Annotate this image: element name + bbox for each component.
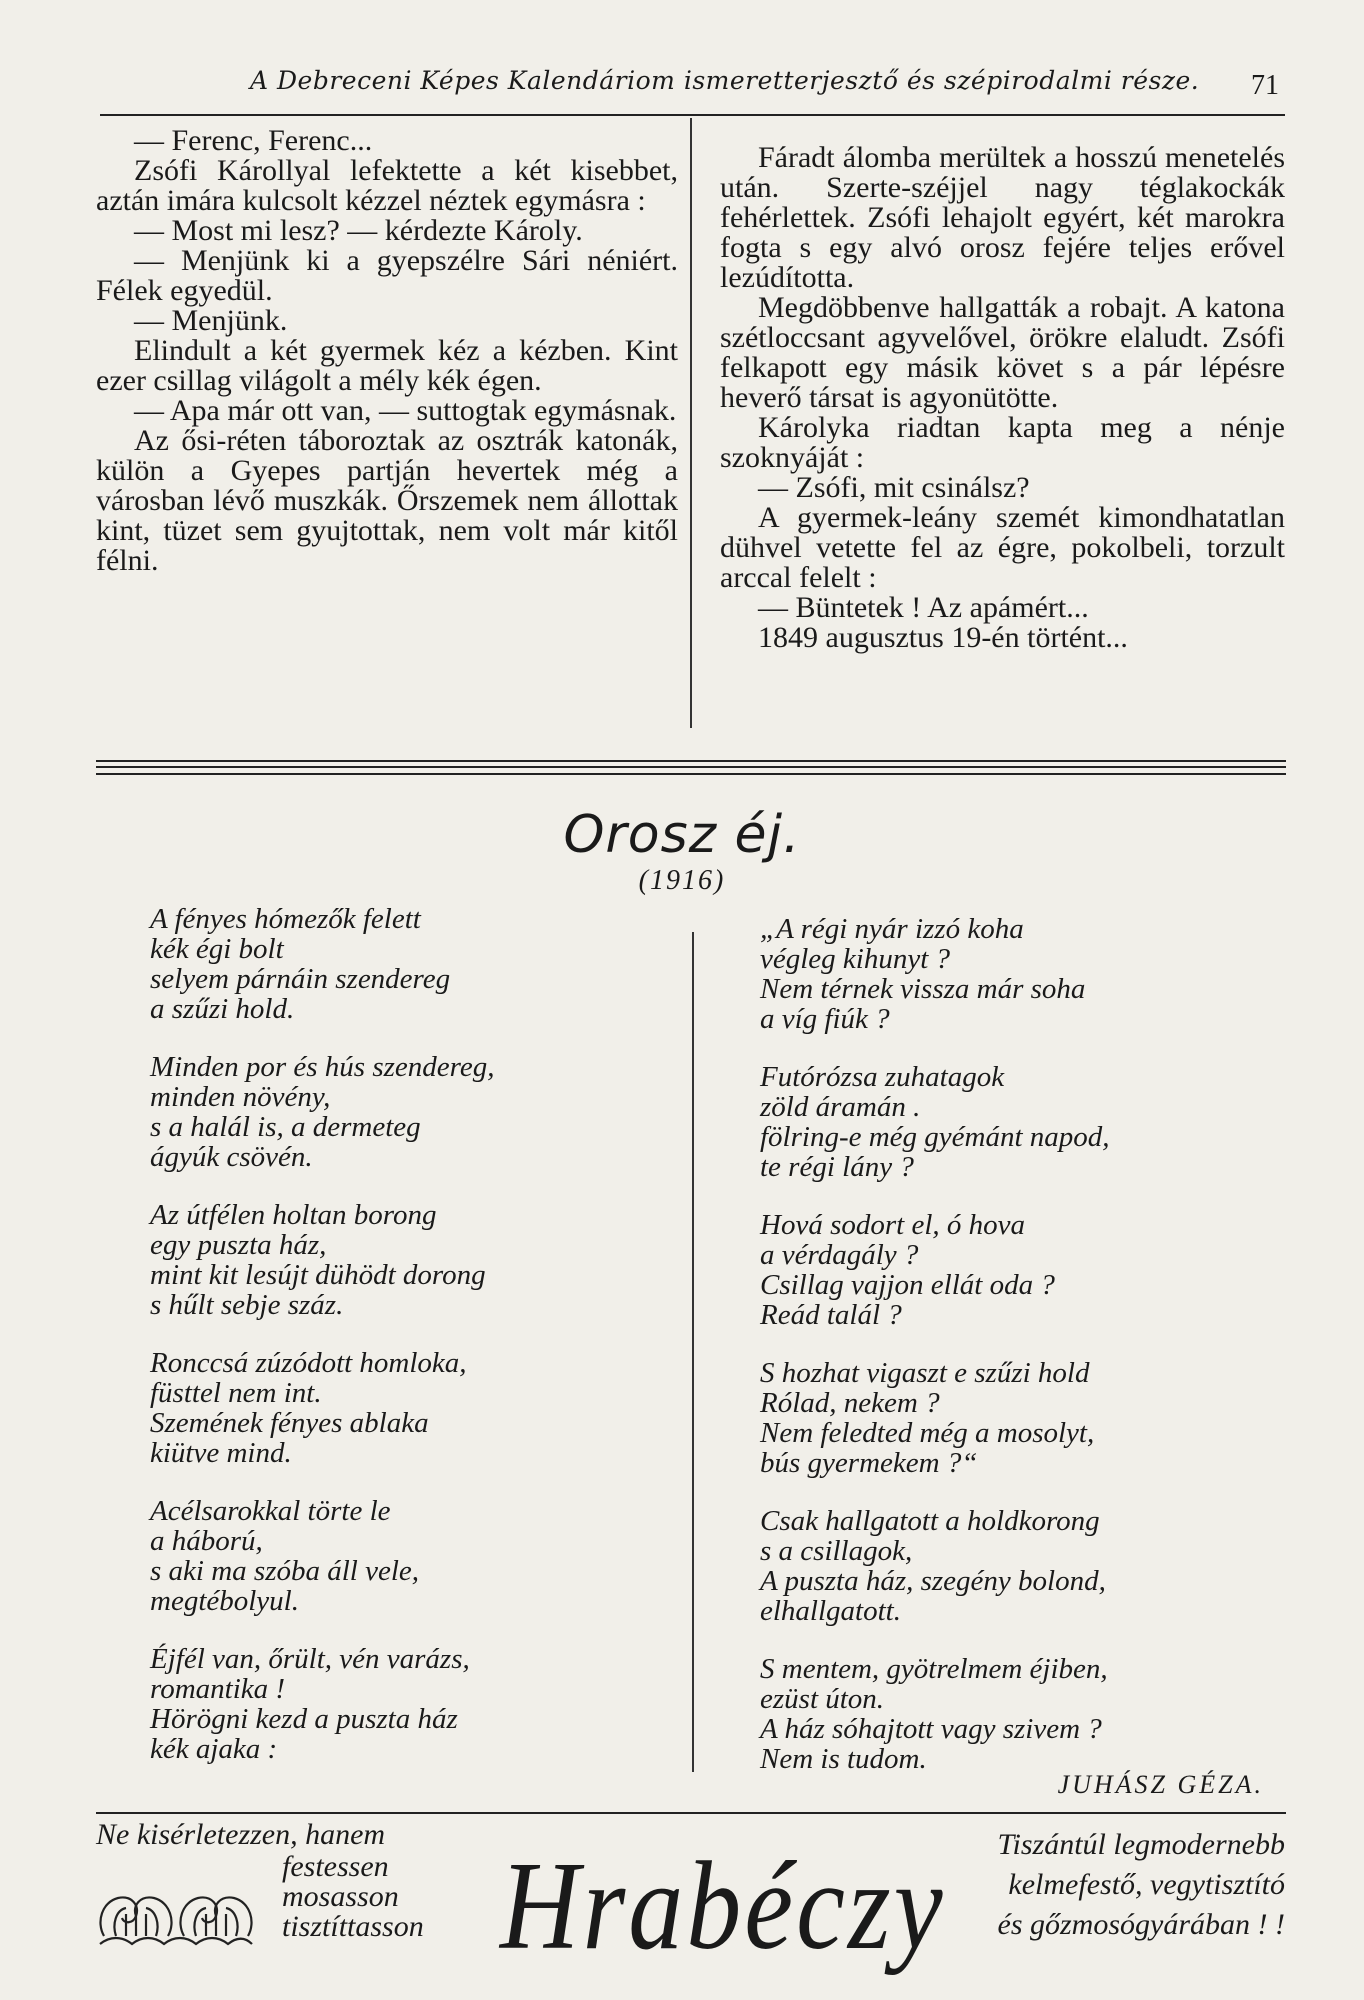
poem-year: (1916): [638, 865, 726, 896]
poem-line: „A régi nyár izzó koha: [760, 913, 1024, 945]
poem-stanza: [150, 904, 670, 1024]
poem-line: bús gyermekem ?“: [760, 1447, 978, 1479]
poem-line: Nem is tudom.: [760, 1743, 927, 1775]
poem-line: Ronccsá zúzódott homloka,: [150, 1347, 467, 1379]
poem-divider: [692, 932, 694, 1772]
poem-line: ezüst úton.: [760, 1683, 885, 1715]
poem-stanza: [150, 1052, 670, 1172]
poem-line: kék ajaka :: [150, 1733, 278, 1765]
story-paragraph: Zsófi Károllyal lefektette a két kisebbet, aztán imára kulcsolt kézzel néztek egymásra :: [96, 154, 678, 217]
poem-line: fölring-e még gyémánt napod,: [760, 1121, 1110, 1153]
story-paragraph: — Menjünk.: [134, 304, 288, 337]
story-paragraph: — Most mi lesz? — kérdezte Károly.: [134, 214, 583, 247]
poem-line: kiütve mind.: [150, 1437, 292, 1469]
advert-right-text: [920, 1825, 1285, 1945]
poem-line: a szűzi hold.: [150, 993, 295, 1025]
poem-line: füsttel nem int.: [150, 1377, 322, 1409]
poem-stanza: [760, 1654, 1280, 1774]
poem-line: Az útfélen holtan borong: [150, 1199, 437, 1231]
advert-right-line: Tiszántúl legmodernebb: [997, 1828, 1285, 1861]
story-paragraph: — Apa már ott van, — suttogtak egymásnak.: [134, 394, 677, 427]
poem-line: ágyúk csövén.: [150, 1141, 313, 1173]
page-number: 71: [1251, 70, 1279, 101]
poem-line: Rólad, nekem ?: [760, 1387, 940, 1419]
poem-line: Hörögni kezd a puszta ház: [150, 1703, 458, 1735]
poem-line: romantika !: [150, 1673, 286, 1705]
poem-stanza: [760, 1210, 1280, 1330]
poem-line: a vérdagály ?: [760, 1239, 919, 1271]
poem-line: Csillag vajjon ellát oda ?: [760, 1269, 1055, 1301]
poem-stanza: [150, 1348, 670, 1468]
poem-line: Szemének fényes ablaka: [150, 1407, 429, 1439]
poem-column-left: [150, 904, 670, 1792]
story-paragraph: — Menjünk ki a gyepszélre Sári néniért. Félek egyedül.: [96, 244, 678, 307]
poem-line: s a csillagok,: [760, 1535, 913, 1567]
poem-line: a háború,: [150, 1525, 263, 1557]
story-paragraph: Fáradt álomba merültek a hosszú menetelés után. Szerte-széjjel nagy téglakockák fehérlettek. Zsófi lehajolt egyért, két marokra fogta s egy alvó orosz fejére teljes erővel lezúdította.: [720, 141, 1285, 294]
story-paragraph: — Büntetek ! Az apámért...: [758, 591, 1089, 624]
advert-service-line: mosasson: [282, 1880, 399, 1913]
poem-line: egy puszta ház,: [150, 1229, 327, 1261]
running-header: [100, 58, 1285, 114]
story-paragraph: Károlyka riadtan kapta meg a nénje szoknyáját :: [720, 411, 1285, 474]
poem-line: Csak hallgatott a holdkorong: [760, 1505, 1100, 1537]
poem-author: JUHÁSZ GÉZA.: [1057, 1770, 1264, 1799]
story-column-right: [720, 143, 1285, 653]
header-title: A Debreceni Képes Kalendáriom ismeretterjesztő és szépirodalmi része.: [250, 66, 1200, 95]
poem-line: A puszta ház, szegény bolond,: [760, 1565, 1106, 1597]
poem-line: minden növény,: [150, 1081, 331, 1113]
advert-right-line: kelmefestő, vegytisztító: [1008, 1868, 1285, 1901]
poem-stanza: [760, 1358, 1280, 1478]
poem-line: Hová sodort el, ó hova: [760, 1209, 1025, 1241]
poem-line: s hűlt sebje száz.: [150, 1289, 344, 1321]
poem-stanza: [760, 1506, 1280, 1626]
story-paragraph: Megdöbbenve hallgatták a robajt. A katona szétloccsant agyvelővel, örökre elaludt. Zsófi felkapott egy másik követ s a pár lépésre heverő társat is agyonütötte.: [720, 291, 1285, 414]
poem-line: s a halál is, a dermeteg: [150, 1111, 421, 1143]
poem-line: te régi lány ?: [760, 1151, 914, 1183]
advert-rule: [96, 1812, 1286, 1814]
poem-column-right: [760, 914, 1280, 1802]
poem-line: elhallgatott.: [760, 1595, 901, 1627]
section-rule-middle: [96, 766, 1286, 768]
poem-line: Éjfél van, őrült, vén varázs,: [150, 1643, 470, 1675]
poem-line: S hozhat vigaszt e szűzi hold: [760, 1357, 1090, 1389]
poem-line: A ház sóhajtott vagy szivem ?: [760, 1713, 1102, 1745]
poem-line: végleg kihunyt ?: [760, 943, 951, 975]
poem-title: Orosz éj.: [563, 805, 801, 865]
section-rule-top: [96, 760, 1286, 762]
poem-line: Minden por és hús szendereg,: [150, 1051, 495, 1083]
advert-service-line: festessen: [282, 1850, 389, 1883]
poem-line: mint kit lesújt dühödt dorong: [150, 1259, 486, 1291]
poem-stanza: [760, 914, 1280, 1034]
poem-line: Nem térnek vissza már soha: [760, 973, 1086, 1005]
advert-service-line: tisztíttasson: [282, 1910, 424, 1943]
advert-right-line: és gőzmosógyárában ! !: [997, 1908, 1285, 1941]
poem-stanza: [150, 1644, 670, 1764]
section-rule-bottom: [96, 773, 1286, 775]
ornament-icon: [96, 1888, 256, 1950]
poem-line: Futórózsa zuhatagok: [760, 1061, 1005, 1093]
poem-line: zöld áramán .: [760, 1091, 921, 1123]
poem-line: A fényes hómezők felett: [150, 903, 421, 935]
story-paragraph: — Zsófi, mit csinálsz?: [758, 471, 1030, 504]
story-column-left: [96, 126, 678, 576]
poem-line: Reád talál ?: [760, 1299, 902, 1331]
advert-brand: Hrabéczy: [500, 1835, 946, 1976]
poem-line: a víg fiúk ?: [760, 1003, 890, 1035]
column-divider: [690, 118, 692, 728]
poem-line: Nem feledted még a mosolyt,: [760, 1417, 1095, 1449]
poem-line: Acélsarokkal törte le: [150, 1495, 391, 1527]
advert-headline: Ne kisérletezzen, hanem: [96, 1818, 386, 1851]
story-paragraph: Az ősi-réten táboroztak az osztrák katonák, külön a Gyepes partján hevertek még a városban lévő muszkák. Őrszemek nem állottak kint, tüzet sem gyujtottak, nem volt már kitől félni.: [96, 424, 678, 577]
story-paragraph: Elindult a két gyermek kéz a kézben. Kint ezer csillag világolt a mély kék égen.: [96, 334, 678, 397]
poem-line: megtébolyul.: [150, 1585, 299, 1617]
poem-line: s aki ma szóba áll vele,: [150, 1555, 420, 1587]
poem-stanza: [760, 1062, 1280, 1182]
header-rule: [100, 114, 1285, 116]
poem-stanza: [150, 1200, 670, 1320]
poem-line: selyem párnáin szendereg: [150, 963, 451, 995]
poem-stanza: [150, 1496, 670, 1616]
poem-line: S mentem, gyötrelmem éjiben,: [760, 1653, 1108, 1685]
story-paragraph: 1849 augusztus 19-én történt...: [758, 621, 1128, 654]
poem-line: kék égi bolt: [150, 933, 284, 965]
story-paragraph: A gyermek-leány szemét kimondhatatlan dühvel vetette fel az égre, pokolbeli, torzult arccal felelt :: [720, 501, 1285, 594]
story-paragraph: — Ferenc, Ferenc...: [134, 124, 373, 157]
